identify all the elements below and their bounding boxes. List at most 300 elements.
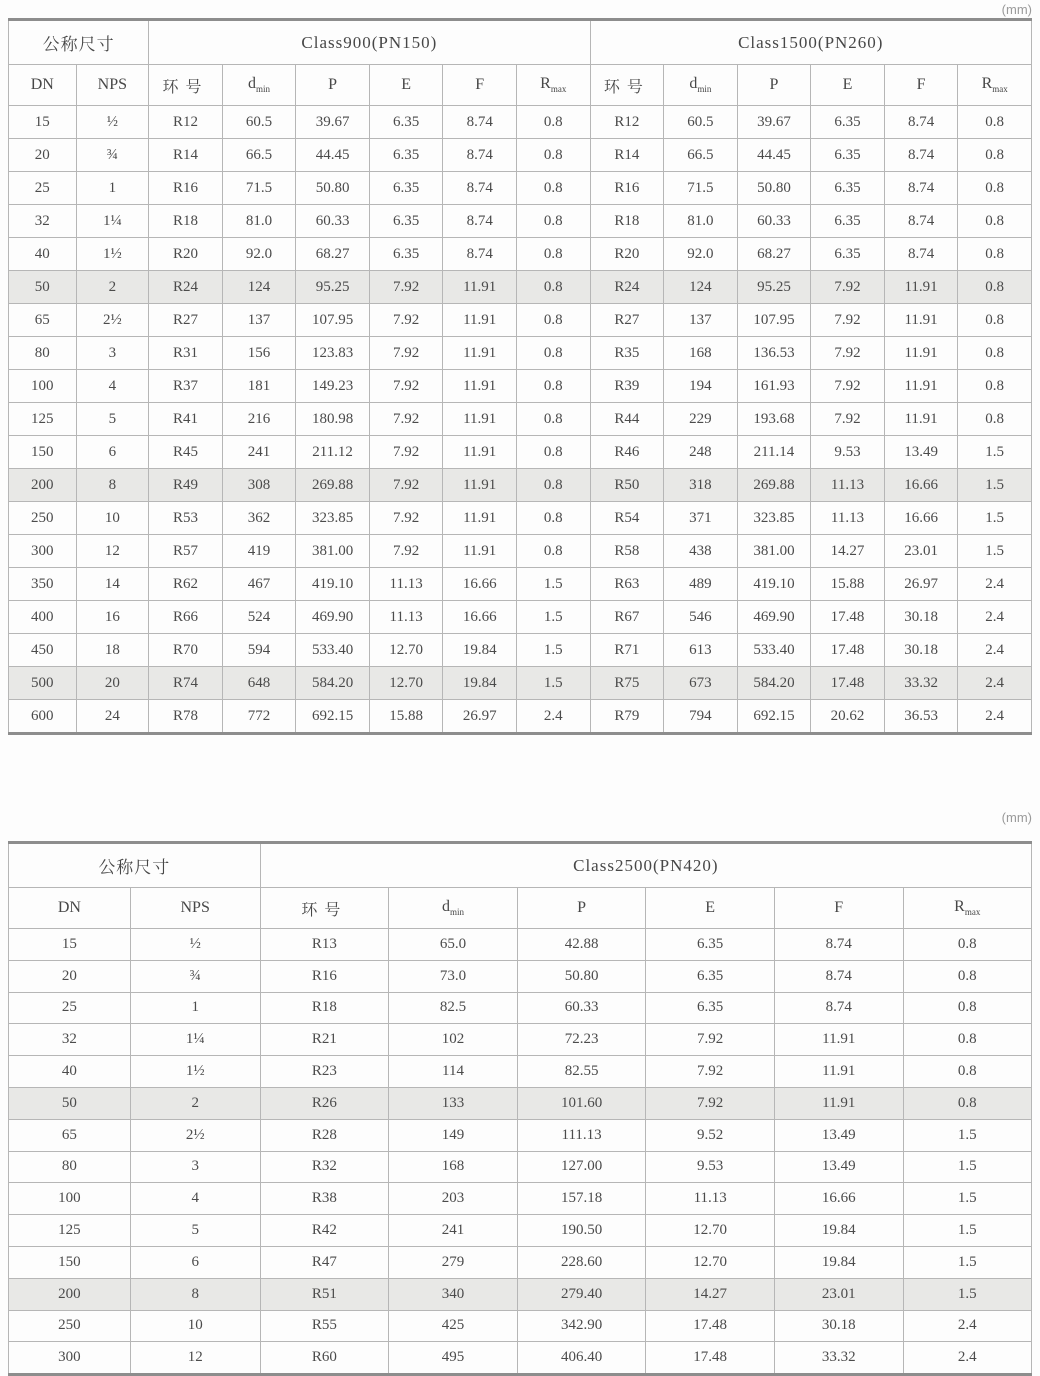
- cell-c2500: 6.35: [646, 929, 775, 961]
- cell-nps: ½: [130, 929, 260, 961]
- cell-c2500: 82.5: [389, 992, 518, 1024]
- cell-c2500: R55: [260, 1310, 389, 1342]
- cell-c900: 0.8: [516, 139, 590, 172]
- cell-c900: 92.0: [222, 238, 296, 271]
- rmax-subscript: max: [992, 84, 1008, 95]
- table-row: [9, 1278, 1032, 1310]
- cell-c900: 11.91: [443, 403, 517, 436]
- cell-dn: 25: [9, 172, 77, 205]
- cell-c1500: 8.74: [884, 139, 958, 172]
- cell-c2500: 102: [389, 1024, 518, 1056]
- cell-c1500: 2.4: [958, 601, 1032, 634]
- cell-c2500: 1.5: [903, 1278, 1031, 1310]
- cell-c1500: 1.5: [958, 436, 1032, 469]
- table-row: [9, 106, 1032, 139]
- dmin-base: d: [248, 75, 256, 93]
- table-row: [9, 601, 1032, 634]
- cell-c900: 6.35: [369, 172, 443, 205]
- col-header-p: P: [517, 888, 646, 929]
- cell-c900: 149.23: [296, 370, 370, 403]
- cell-c2500: 7.92: [646, 1024, 775, 1056]
- cell-c2500: 279: [389, 1246, 518, 1278]
- col-header-dmin: [222, 65, 296, 106]
- cell-c2500: R21: [260, 1024, 389, 1056]
- cell-c900: 44.45: [296, 139, 370, 172]
- cell-c1500: 8.74: [884, 205, 958, 238]
- cell-c1500: 30.18: [884, 634, 958, 667]
- cell-c900: 2.4: [516, 700, 590, 734]
- cell-c900: R20: [149, 238, 223, 271]
- cell-dn: 20: [9, 139, 77, 172]
- cell-c1500: 161.93: [737, 370, 811, 403]
- cell-c1500: 0.8: [958, 172, 1032, 205]
- cell-c900: 0.8: [516, 535, 590, 568]
- cell-c1500: 0.8: [958, 304, 1032, 337]
- cell-c2500: 50.80: [517, 960, 646, 992]
- col-header-rmax: [516, 65, 590, 106]
- cell-c1500: 17.48: [811, 601, 885, 634]
- cell-c1500: 0.8: [958, 106, 1032, 139]
- cell-c2500: 133: [389, 1087, 518, 1119]
- cell-c900: 241: [222, 436, 296, 469]
- cell-dn: 15: [9, 929, 131, 961]
- table-row: [9, 1183, 1032, 1215]
- cell-c1500: 0.8: [958, 238, 1032, 271]
- cell-c1500: 107.95: [737, 304, 811, 337]
- table-row: [9, 370, 1032, 403]
- cell-c900: 11.91: [443, 469, 517, 502]
- cell-dn: 65: [9, 1119, 131, 1151]
- cell-c900: 7.92: [369, 535, 443, 568]
- col-header-dmin: [664, 65, 738, 106]
- cell-nps: 8: [76, 469, 149, 502]
- cell-c2500: 190.50: [517, 1215, 646, 1247]
- cell-c900: 19.84: [443, 667, 517, 700]
- nominal-size-header: 公称尺寸: [9, 20, 149, 65]
- cell-c900: 216: [222, 403, 296, 436]
- cell-c1500: 229: [664, 403, 738, 436]
- cell-c1500: 8.74: [884, 106, 958, 139]
- cell-c900: 211.12: [296, 436, 370, 469]
- cell-dn: 100: [9, 1183, 131, 1215]
- cell-dn: 80: [9, 337, 77, 370]
- cell-dn: 600: [9, 700, 77, 734]
- cell-c1500: 36.53: [884, 700, 958, 734]
- cell-c900: 7.92: [369, 469, 443, 502]
- unit-label-mm-1: (mm): [1001, 2, 1032, 17]
- cell-c900: R31: [149, 337, 223, 370]
- col-header-p: P: [737, 65, 811, 106]
- cell-c2500: 101.60: [517, 1087, 646, 1119]
- cell-c2500: 1.5: [903, 1246, 1031, 1278]
- cell-c1500: 13.49: [884, 436, 958, 469]
- cell-c1500: R20: [590, 238, 664, 271]
- cell-c1500: 248: [664, 436, 738, 469]
- cell-c900: 11.91: [443, 502, 517, 535]
- cell-c2500: 127.00: [517, 1151, 646, 1183]
- cell-c900: 81.0: [222, 205, 296, 238]
- cell-c900: 11.91: [443, 370, 517, 403]
- cell-c900: 0.8: [516, 403, 590, 436]
- cell-c1500: 60.33: [737, 205, 811, 238]
- table-row: [9, 535, 1032, 568]
- cell-c2500: R32: [260, 1151, 389, 1183]
- cell-c900: 0.8: [516, 205, 590, 238]
- cell-c1500: 16.66: [884, 502, 958, 535]
- cell-c900: 419.10: [296, 568, 370, 601]
- cell-c900: R16: [149, 172, 223, 205]
- dmin-subscript: min: [256, 84, 271, 95]
- cell-c1500: R50: [590, 469, 664, 502]
- cell-c1500: 7.92: [811, 370, 885, 403]
- cell-c1500: R71: [590, 634, 664, 667]
- cell-c1500: 1.5: [958, 535, 1032, 568]
- cell-c1500: 66.5: [664, 139, 738, 172]
- cell-c2500: 12.70: [646, 1215, 775, 1247]
- cell-c900: 308: [222, 469, 296, 502]
- cell-c2500: 13.49: [774, 1151, 903, 1183]
- cell-c1500: 371: [664, 502, 738, 535]
- cell-c2500: 65.0: [389, 929, 518, 961]
- table-row: [9, 304, 1032, 337]
- cell-c2500: 30.18: [774, 1310, 903, 1342]
- cell-c1500: 11.13: [811, 469, 885, 502]
- cell-c2500: 203: [389, 1183, 518, 1215]
- cell-c900: 1.5: [516, 601, 590, 634]
- cell-nps: 5: [130, 1215, 260, 1247]
- cell-c900: R49: [149, 469, 223, 502]
- cell-c1500: R18: [590, 205, 664, 238]
- col-header-e: E: [369, 65, 443, 106]
- cell-c1500: 8.74: [884, 238, 958, 271]
- table-row: [9, 1342, 1032, 1375]
- cell-c900: 7.92: [369, 436, 443, 469]
- cell-c900: 50.80: [296, 172, 370, 205]
- table-row: [9, 172, 1032, 205]
- cell-c900: 584.20: [296, 667, 370, 700]
- rmax-subscript: max: [964, 907, 981, 918]
- cell-c1500: R63: [590, 568, 664, 601]
- cell-c1500: 673: [664, 667, 738, 700]
- table-row: [9, 634, 1032, 667]
- cell-c900: 39.67: [296, 106, 370, 139]
- cell-c900: 6.35: [369, 238, 443, 271]
- cell-c1500: 0.8: [958, 205, 1032, 238]
- cell-c900: 123.83: [296, 337, 370, 370]
- cell-c1500: 546: [664, 601, 738, 634]
- table2-body: [9, 929, 1032, 1375]
- cell-c1500: 2.4: [958, 568, 1032, 601]
- col-header-dn: DN: [9, 65, 77, 106]
- cell-c900: 467: [222, 568, 296, 601]
- col-header-nps: NPS: [76, 65, 149, 106]
- cell-c900: R12: [149, 106, 223, 139]
- cell-c900: R27: [149, 304, 223, 337]
- cell-c1500: 7.92: [811, 271, 885, 304]
- cell-c900: R18: [149, 205, 223, 238]
- cell-c900: 0.8: [516, 370, 590, 403]
- cell-c1500: 9.53: [811, 436, 885, 469]
- cell-c2500: 0.8: [903, 1024, 1031, 1056]
- cell-c900: 26.97: [443, 700, 517, 734]
- cell-c1500: 14.27: [811, 535, 885, 568]
- cell-c1500: 8.74: [884, 172, 958, 205]
- cell-dn: 20: [9, 960, 131, 992]
- cell-c1500: R14: [590, 139, 664, 172]
- cell-c1500: 33.32: [884, 667, 958, 700]
- ring-gasket-table-class900-class1500: [8, 18, 1032, 735]
- cell-c1500: 7.92: [811, 403, 885, 436]
- cell-c1500: 2.4: [958, 667, 1032, 700]
- cell-c2500: 17.48: [646, 1310, 775, 1342]
- cell-c900: 11.91: [443, 337, 517, 370]
- cell-c1500: 124: [664, 271, 738, 304]
- cell-c900: 648: [222, 667, 296, 700]
- col-header-f: F: [774, 888, 903, 929]
- cell-c900: 19.84: [443, 634, 517, 667]
- cell-c1500: R24: [590, 271, 664, 304]
- cell-dn: 32: [9, 1024, 131, 1056]
- cell-c900: 533.40: [296, 634, 370, 667]
- cell-c1500: R12: [590, 106, 664, 139]
- cell-c1500: 136.53: [737, 337, 811, 370]
- cell-c1500: 6.35: [811, 238, 885, 271]
- cell-c2500: R13: [260, 929, 389, 961]
- cell-c1500: 469.90: [737, 601, 811, 634]
- cell-c1500: 23.01: [884, 535, 958, 568]
- cell-nps: ½: [76, 106, 149, 139]
- cell-c2500: R23: [260, 1056, 389, 1088]
- cell-c2500: 0.8: [903, 1056, 1031, 1088]
- rmax-base: R: [981, 75, 993, 93]
- cell-c1500: 11.91: [884, 403, 958, 436]
- cell-c900: 12.70: [369, 667, 443, 700]
- cell-nps: 5: [76, 403, 149, 436]
- cell-c1500: 6.35: [811, 106, 885, 139]
- cell-c2500: 157.18: [517, 1183, 646, 1215]
- cell-c900: 11.91: [443, 304, 517, 337]
- cell-c2500: 19.84: [774, 1215, 903, 1247]
- col-header-rmax: [903, 888, 1031, 929]
- cell-nps: 4: [130, 1183, 260, 1215]
- cell-c2500: 7.92: [646, 1087, 775, 1119]
- cell-nps: 1¼: [130, 1024, 260, 1056]
- cell-c1500: 11.91: [884, 337, 958, 370]
- cell-c900: 8.74: [443, 205, 517, 238]
- cell-dn: 32: [9, 205, 77, 238]
- cell-c900: 11.91: [443, 271, 517, 304]
- cell-c900: 16.66: [443, 568, 517, 601]
- cell-c900: 180.98: [296, 403, 370, 436]
- cell-c900: 594: [222, 634, 296, 667]
- cell-c2500: 72.23: [517, 1024, 646, 1056]
- cell-nps: 6: [130, 1246, 260, 1278]
- cell-c1500: 613: [664, 634, 738, 667]
- cell-nps: 3: [130, 1151, 260, 1183]
- cell-c1500: 11.91: [884, 304, 958, 337]
- table-row: [9, 205, 1032, 238]
- cell-c1500: 92.0: [664, 238, 738, 271]
- cell-nps: ¾: [76, 139, 149, 172]
- cell-c2500: 9.53: [646, 1151, 775, 1183]
- class2500-header: Class2500(PN420): [260, 843, 1031, 888]
- cell-c900: 0.8: [516, 172, 590, 205]
- table-row: [9, 1215, 1032, 1247]
- cell-c2500: 168: [389, 1151, 518, 1183]
- cell-c1500: 533.40: [737, 634, 811, 667]
- cell-nps: 1: [76, 172, 149, 205]
- cell-c900: 11.13: [369, 601, 443, 634]
- cell-c1500: 7.92: [811, 337, 885, 370]
- table-row: [9, 469, 1032, 502]
- cell-c900: 7.92: [369, 337, 443, 370]
- cell-c1500: R46: [590, 436, 664, 469]
- cell-c900: 469.90: [296, 601, 370, 634]
- cell-c2500: 14.27: [646, 1278, 775, 1310]
- cell-nps: 12: [130, 1342, 260, 1375]
- cell-nps: 16: [76, 601, 149, 634]
- cell-c900: 419: [222, 535, 296, 568]
- cell-c1500: R75: [590, 667, 664, 700]
- column-header-row: [9, 65, 1032, 106]
- cell-c900: 71.5: [222, 172, 296, 205]
- cell-c2500: 1.5: [903, 1119, 1031, 1151]
- cell-c2500: 2.4: [903, 1310, 1031, 1342]
- cell-c2500: 0.8: [903, 1087, 1031, 1119]
- dmin-base: d: [442, 898, 450, 916]
- cell-c2500: 8.74: [774, 929, 903, 961]
- cell-c900: R37: [149, 370, 223, 403]
- cell-c900: 66.5: [222, 139, 296, 172]
- table-row: [9, 238, 1032, 271]
- cell-c900: 0.8: [516, 271, 590, 304]
- cell-dn: 40: [9, 1056, 131, 1088]
- cell-dn: 150: [9, 1246, 131, 1278]
- cell-c900: 107.95: [296, 304, 370, 337]
- cell-c1500: 20.62: [811, 700, 885, 734]
- class-header-row: [9, 843, 1032, 888]
- cell-c900: 524: [222, 601, 296, 634]
- cell-nps: 2½: [130, 1119, 260, 1151]
- cell-c900: 7.92: [369, 271, 443, 304]
- cell-nps: ¾: [130, 960, 260, 992]
- cell-c1500: 17.48: [811, 634, 885, 667]
- cell-c1500: 0.8: [958, 139, 1032, 172]
- cell-c2500: 82.55: [517, 1056, 646, 1088]
- cell-c900: 137: [222, 304, 296, 337]
- cell-c900: 7.92: [369, 403, 443, 436]
- dmin-subscript: min: [450, 907, 465, 918]
- cell-c1500: 60.5: [664, 106, 738, 139]
- cell-c1500: 50.80: [737, 172, 811, 205]
- cell-dn: 125: [9, 1215, 131, 1247]
- cell-c2500: 23.01: [774, 1278, 903, 1310]
- cell-nps: 24: [76, 700, 149, 734]
- cell-dn: 50: [9, 271, 77, 304]
- cell-c900: 6.35: [369, 106, 443, 139]
- cell-c2500: 1.5: [903, 1151, 1031, 1183]
- cell-c900: 0.8: [516, 502, 590, 535]
- cell-nps: 14: [76, 568, 149, 601]
- cell-c1500: 30.18: [884, 601, 958, 634]
- cell-c900: 8.74: [443, 172, 517, 205]
- cell-nps: 1½: [130, 1056, 260, 1088]
- cell-c1500: 438: [664, 535, 738, 568]
- cell-nps: 20: [76, 667, 149, 700]
- cell-dn: 450: [9, 634, 77, 667]
- cell-c2500: R26: [260, 1087, 389, 1119]
- cell-c900: 124: [222, 271, 296, 304]
- cell-dn: 400: [9, 601, 77, 634]
- class900-header: Class900(PN150): [149, 20, 590, 65]
- cell-nps: 1: [130, 992, 260, 1024]
- class-header-row: [9, 20, 1032, 65]
- cell-c2500: R28: [260, 1119, 389, 1151]
- cell-c900: R74: [149, 667, 223, 700]
- cell-c900: R70: [149, 634, 223, 667]
- cell-c2500: 0.8: [903, 929, 1031, 961]
- table-row: [9, 1056, 1032, 1088]
- cell-c900: R57: [149, 535, 223, 568]
- cell-c900: 11.91: [443, 535, 517, 568]
- cell-c1500: 2.4: [958, 634, 1032, 667]
- table1-body: [9, 106, 1032, 734]
- table-row: [9, 992, 1032, 1024]
- cell-c2500: 6.35: [646, 960, 775, 992]
- table-row: [9, 929, 1032, 961]
- cell-dn: 150: [9, 436, 77, 469]
- cell-c1500: 11.13: [811, 502, 885, 535]
- cell-c2500: 73.0: [389, 960, 518, 992]
- col-header-rmax: [958, 65, 1032, 106]
- cell-c1500: 692.15: [737, 700, 811, 734]
- cell-c900: 181: [222, 370, 296, 403]
- cell-c1500: 489: [664, 568, 738, 601]
- cell-c1500: 68.27: [737, 238, 811, 271]
- cell-c1500: 39.67: [737, 106, 811, 139]
- cell-c900: 68.27: [296, 238, 370, 271]
- col-header-e: E: [646, 888, 775, 929]
- cell-c900: 1.5: [516, 667, 590, 700]
- cell-dn: 200: [9, 469, 77, 502]
- cell-dn: 50: [9, 1087, 131, 1119]
- cell-c1500: R35: [590, 337, 664, 370]
- cell-c2500: 16.66: [774, 1183, 903, 1215]
- cell-nps: 2: [76, 271, 149, 304]
- rmax-base: R: [540, 75, 551, 93]
- cell-c2500: R51: [260, 1278, 389, 1310]
- cell-c2500: 11.91: [774, 1056, 903, 1088]
- cell-c1500: R79: [590, 700, 664, 734]
- rmax-subscript: max: [550, 84, 567, 95]
- cell-c2500: 2.4: [903, 1342, 1031, 1375]
- table-row: [9, 436, 1032, 469]
- table-row: [9, 271, 1032, 304]
- cell-c1500: 11.91: [884, 271, 958, 304]
- table-row: [9, 139, 1032, 172]
- cell-c900: R53: [149, 502, 223, 535]
- cell-dn: 200: [9, 1278, 131, 1310]
- cell-c900: 0.8: [516, 304, 590, 337]
- cell-dn: 100: [9, 370, 77, 403]
- cell-c1500: 71.5: [664, 172, 738, 205]
- col-header-ring-number: 环号: [149, 65, 223, 106]
- cell-c1500: R39: [590, 370, 664, 403]
- cell-nps: 18: [76, 634, 149, 667]
- nominal-size-header: 公称尺寸: [9, 843, 261, 888]
- cell-c2500: R47: [260, 1246, 389, 1278]
- cell-c2500: 406.40: [517, 1342, 646, 1375]
